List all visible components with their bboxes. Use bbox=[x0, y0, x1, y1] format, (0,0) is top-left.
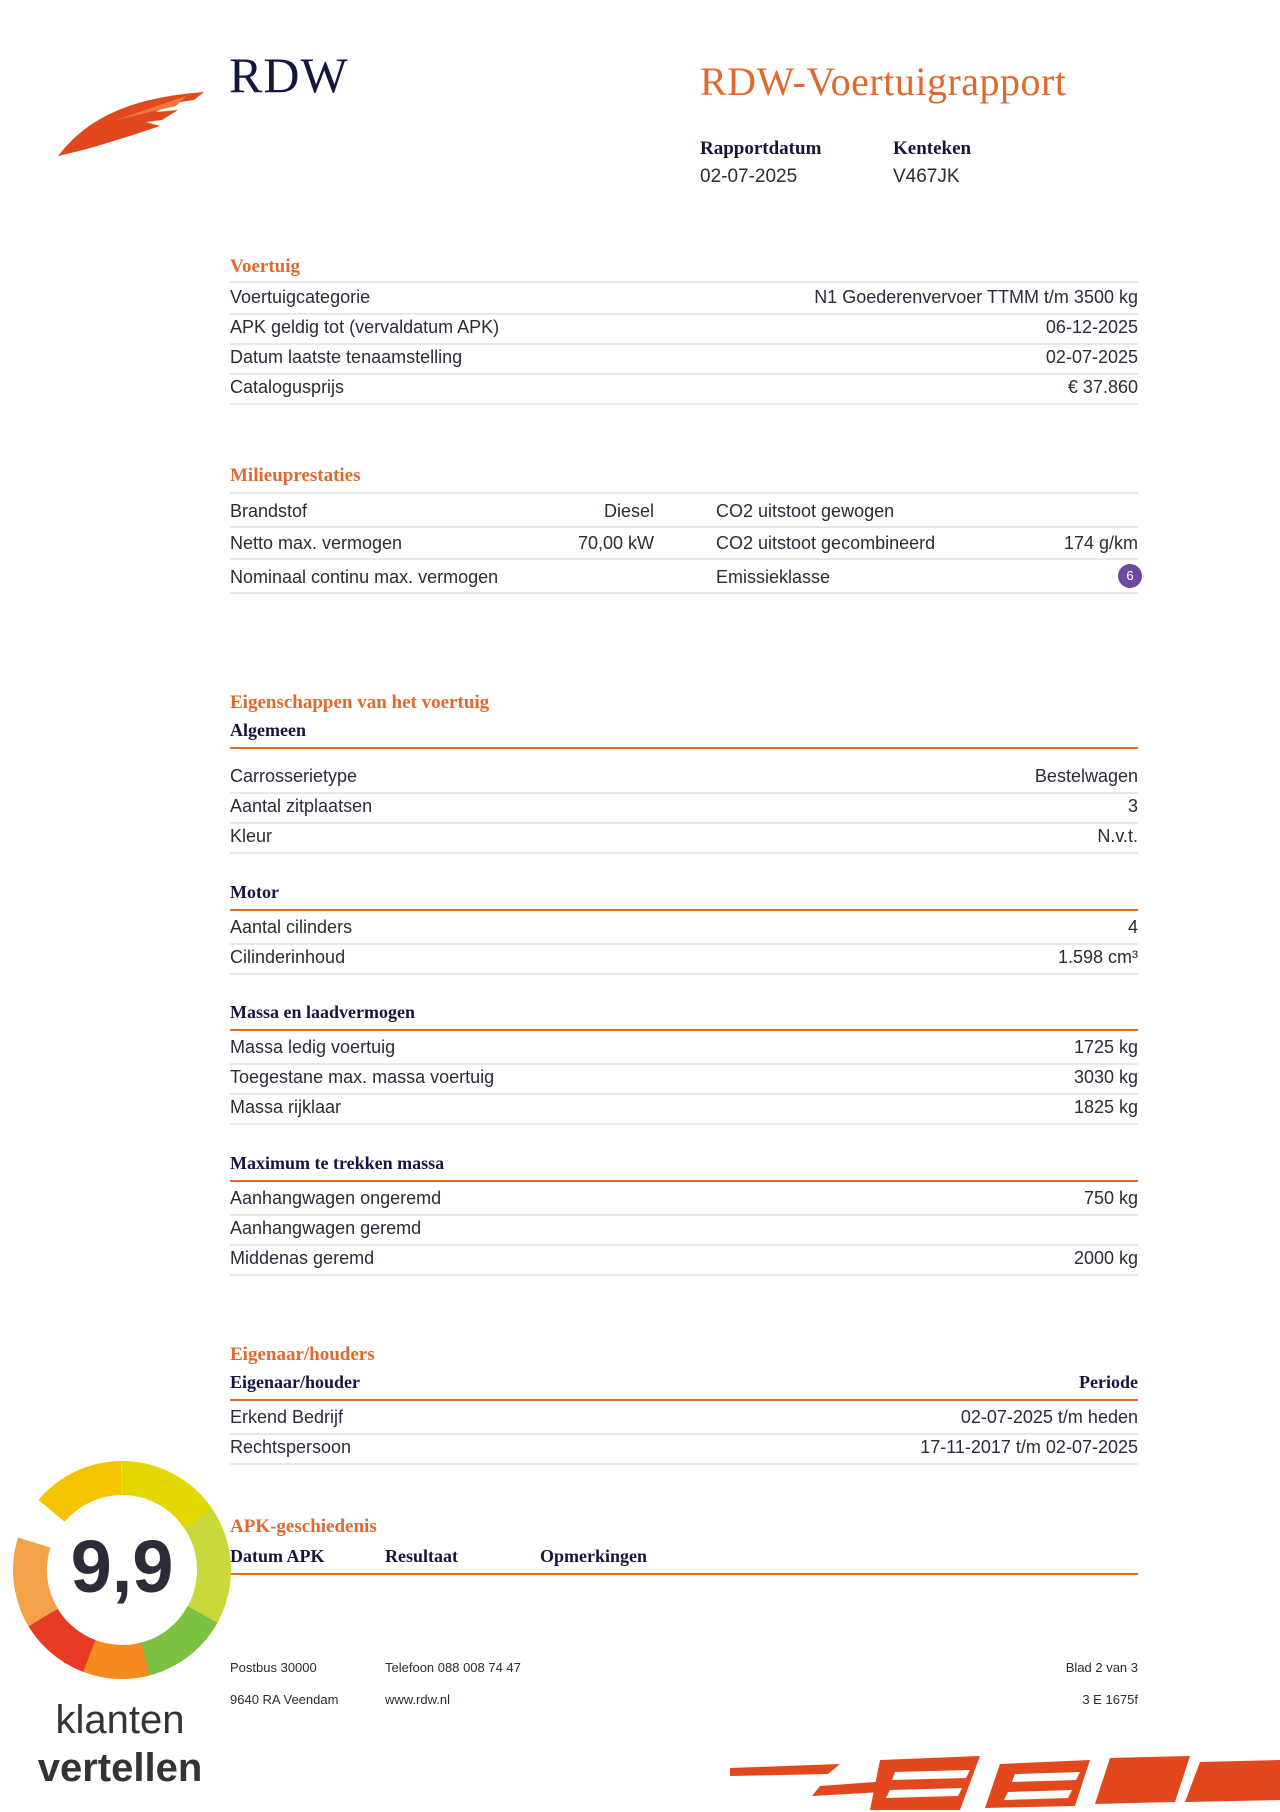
table-row bbox=[230, 1244, 1138, 1276]
row-label: Kleur bbox=[230, 826, 273, 846]
row-label: CO2 uitstoot gecombineerd bbox=[716, 533, 936, 553]
row-label: Brandstof bbox=[230, 501, 308, 521]
row-label: Voertuigcategorie bbox=[230, 287, 371, 307]
table-row bbox=[230, 492, 1138, 528]
row-value: 2000 kg bbox=[1073, 1248, 1138, 1268]
column-header-period: Periode bbox=[1079, 1372, 1138, 1392]
row-value: 06-12-2025 bbox=[1045, 317, 1138, 337]
table-row bbox=[230, 913, 1138, 945]
row-value: 1825 kg bbox=[1073, 1097, 1138, 1117]
row-value: N.v.t. bbox=[1097, 826, 1138, 846]
row-value: 3030 kg bbox=[1073, 1067, 1138, 1087]
table-row bbox=[230, 1214, 1138, 1246]
row-label: Rechtspersoon bbox=[230, 1437, 352, 1457]
row-label: Carrosserietype bbox=[230, 766, 358, 786]
table-row bbox=[230, 1184, 1138, 1216]
rating-line-1: klanten bbox=[55, 1698, 185, 1742]
table-row bbox=[230, 943, 1138, 975]
row-value: 02-07-2025 t/m heden bbox=[960, 1407, 1138, 1427]
rating-line-2: vertellen bbox=[37, 1746, 203, 1790]
row-label: Cilinderinhoud bbox=[230, 947, 346, 967]
table-row bbox=[230, 1433, 1138, 1465]
table-row bbox=[230, 1063, 1138, 1095]
column-header-owner: Eigenaar/houder bbox=[230, 1372, 361, 1392]
owner-table-header bbox=[230, 1372, 1138, 1401]
report-date: 02-07-2025 bbox=[700, 166, 798, 187]
table-row bbox=[230, 822, 1138, 854]
plate-label: Kenteken bbox=[893, 138, 972, 159]
row-label: CO2 uitstoot gewogen bbox=[716, 501, 895, 521]
row-label: Erkend Bedrijf bbox=[230, 1407, 344, 1427]
footer-phone: Telefoon 088 008 74 47 bbox=[385, 1660, 521, 1675]
table-row bbox=[230, 560, 1138, 594]
rating-score: 9,9 bbox=[70, 1525, 174, 1608]
row-label: Datum laatste tenaamstelling bbox=[230, 347, 463, 367]
row-label: Nominaal continu max. vermogen bbox=[230, 567, 499, 587]
footer-website[interactable]: www.rdw.nl bbox=[385, 1692, 451, 1707]
table-row bbox=[230, 1403, 1138, 1435]
row-value: 3 bbox=[1127, 796, 1138, 816]
table-row bbox=[230, 792, 1138, 824]
row-value: 70,00 kW bbox=[577, 533, 654, 553]
row-label: Catalogusprijs bbox=[230, 377, 345, 397]
row-value: 750 kg bbox=[1083, 1188, 1138, 1208]
section-title-eigenaar: Eigenaar/houders bbox=[230, 1344, 375, 1365]
logo-text: RDW bbox=[229, 47, 349, 103]
table-row bbox=[230, 1093, 1138, 1125]
report-date-label: Rapportdatum bbox=[700, 138, 822, 159]
subsection-title-algemeen: Algemeen bbox=[230, 720, 1138, 749]
row-value: 1725 kg bbox=[1073, 1037, 1138, 1057]
section-title-milieu: Milieuprestaties bbox=[230, 465, 361, 486]
table-row bbox=[230, 313, 1138, 345]
subsection-title-trekken: Maximum te trekken massa bbox=[230, 1153, 1138, 1182]
row-value: 1.598 cm³ bbox=[1057, 947, 1138, 967]
table-row bbox=[230, 762, 1138, 794]
row-label: Aanhangwagen geremd bbox=[230, 1218, 422, 1238]
row-label: Aantal zitplaatsen bbox=[230, 796, 373, 816]
row-label: Middenas geremd bbox=[230, 1248, 375, 1268]
section-title-voertuig: Voertuig bbox=[230, 256, 301, 277]
footer-address-1: Postbus 30000 bbox=[230, 1660, 317, 1675]
row-label: Netto max. vermogen bbox=[230, 533, 403, 553]
table-row bbox=[230, 373, 1138, 405]
footer-page-number: Blad 2 van 3 bbox=[1065, 1660, 1138, 1675]
table-row bbox=[230, 526, 1138, 560]
row-value: 02-07-2025 bbox=[1045, 347, 1138, 367]
section-title-eigenschappen: Eigenschappen van het voertuig bbox=[230, 692, 490, 713]
column-header-date: Datum APK bbox=[230, 1546, 325, 1566]
row-value: N1 Goederenvervoer TTMM t/m 3500 kg bbox=[814, 287, 1138, 307]
row-label: Aantal cilinders bbox=[230, 917, 353, 937]
row-value: 174 g/km bbox=[1063, 533, 1138, 553]
table-row bbox=[230, 343, 1138, 375]
rdw-logo-icon bbox=[56, 80, 206, 160]
row-value: € 37.860 bbox=[1067, 377, 1138, 397]
row-value: 17-11-2017 t/m 02-07-2025 bbox=[920, 1437, 1138, 1457]
table-row bbox=[230, 281, 1138, 315]
row-label: Emissieklasse bbox=[716, 567, 831, 587]
row-label: Aanhangwagen ongeremd bbox=[230, 1188, 442, 1208]
table-row bbox=[230, 1033, 1138, 1065]
report-title: RDW-Voertuigrapport bbox=[700, 59, 1067, 104]
section-title-apk: APK-geschiedenis bbox=[230, 1516, 377, 1537]
footer-address-2: 9640 RA Veendam bbox=[230, 1692, 339, 1707]
footer-code: 3 E 1675f bbox=[1082, 1692, 1138, 1707]
row-label: APK geldig tot (vervaldatum APK) bbox=[230, 317, 500, 337]
row-value: Bestelwagen bbox=[1034, 766, 1138, 786]
row-label: Massa rijklaar bbox=[230, 1097, 342, 1117]
subsection-title-massa: Massa en laadvermogen bbox=[230, 1002, 1138, 1031]
column-header-remarks: Opmerkingen bbox=[540, 1546, 648, 1566]
decorative-stripes-icon bbox=[730, 1750, 1280, 1812]
row-value: Diesel bbox=[603, 501, 654, 521]
plate-number: V467JK bbox=[893, 166, 960, 187]
apk-table-header bbox=[230, 1546, 1138, 1575]
row-label: Massa ledig voertuig bbox=[230, 1037, 396, 1057]
subsection-title-motor: Motor bbox=[230, 882, 1138, 911]
row-label: Toegestane max. massa voertuig bbox=[230, 1067, 495, 1087]
row-value: 4 bbox=[1127, 917, 1138, 937]
column-header-result: Resultaat bbox=[385, 1546, 458, 1566]
emission-class-badge: 6 bbox=[1118, 564, 1142, 588]
